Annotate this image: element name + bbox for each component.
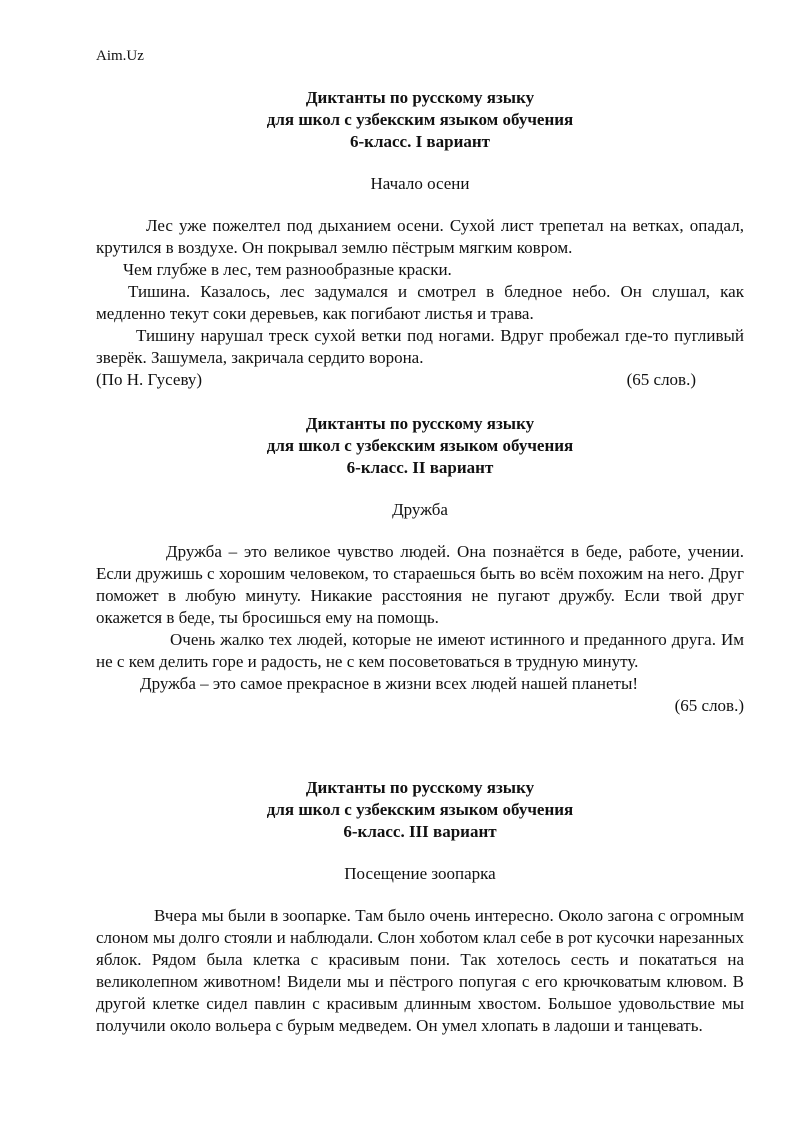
heading-line: 6-класс. II вариант xyxy=(346,458,494,477)
section-title: Посещение зоопарка xyxy=(344,864,496,883)
site-label: Aim.Uz xyxy=(96,48,144,64)
paragraph: Чем глубже в лес, тем разнообразные краски. xyxy=(123,260,452,279)
section-body xyxy=(96,541,744,695)
heading-line: 6-класс. I вариант xyxy=(349,132,491,151)
paragraph: Тишину нарушал треск сухой ветки под ногами. Вдруг пробежал где-то пугливый зверёк. Зашумела, закричала сердито ворона. xyxy=(96,326,744,367)
word-count: (65 слов.) xyxy=(626,370,696,389)
section-title: Начало осени xyxy=(370,174,470,193)
heading-line: 6-класс. III вариант xyxy=(343,822,497,841)
dictation-section-1 xyxy=(96,87,744,391)
source-line xyxy=(96,369,744,391)
section-title: Дружба xyxy=(392,500,448,519)
section-body xyxy=(96,215,744,369)
paragraph: Дружба – это самое прекрасное в жизни всех людей нашей планеты! xyxy=(140,674,639,693)
heading-line: Диктанты по русскому языку xyxy=(305,88,535,107)
heading-line: Диктанты по русскому языку xyxy=(305,778,535,797)
word-count: (65 слов.) xyxy=(674,696,744,715)
paragraph: Тишина. Казалось, лес задумался и смотрел в бледное небо. Он слушал, как медленно текут соки деревьев, как погибают листья и трава. xyxy=(96,282,744,323)
heading-line: для школ с узбекским языком обучения xyxy=(266,110,574,129)
source-attribution: (По Н. Гусеву) xyxy=(96,370,203,389)
paragraph: Вчера мы были в зоопарке. Там было очень интересно. Около загона с огромным слоном мы долго стояли и наблюдали. Слон хоботом клал себе в рот кусочки нарезанных яблок. Рядом была клетка с красивым пони. Так хотелось сесть и покататься на великолепном животном! Видели мы и пёстрого попугая с его крючковатым клювом. В другой клетке сидел павлин с красивым длинным хвостом. Большое удовольствие мы получили около вольера с бурым медведем. Он умел хлопать в ладоши и танцевать. xyxy=(96,906,744,1035)
dictation-section-3 xyxy=(96,777,744,1037)
heading-line: Диктанты по русскому языку xyxy=(305,414,535,433)
section-body xyxy=(96,905,744,1037)
paragraph: Очень жалко тех людей, которые не имеют истинного и преданного друга. Им не с кем делить горе и радость, не с кем посоветоваться в трудную минуту. xyxy=(96,630,744,671)
paragraph: Лес уже пожелтел под дыханием осени. Сухой лист трепетал на ветках, опадал, крутился в воздухе. Он покрывал землю пёстрым мягким ковром. xyxy=(96,216,744,257)
dictation-section-2 xyxy=(96,413,744,717)
heading-line: для школ с узбекским языком обучения xyxy=(266,436,574,455)
paragraph: Дружба – это великое чувство людей. Она познаётся в беде, работе, учении. Если дружишь с хорошим человеком, то стараешься быть во всём похожим на него. Друг поможет в любую минуту. Никакие расстояния не пугают дружбу. Если твой друг окажется в беде, ты бросишься ему на помощь. xyxy=(96,542,744,627)
heading-line: для школ с узбекским языком обучения xyxy=(266,800,574,819)
